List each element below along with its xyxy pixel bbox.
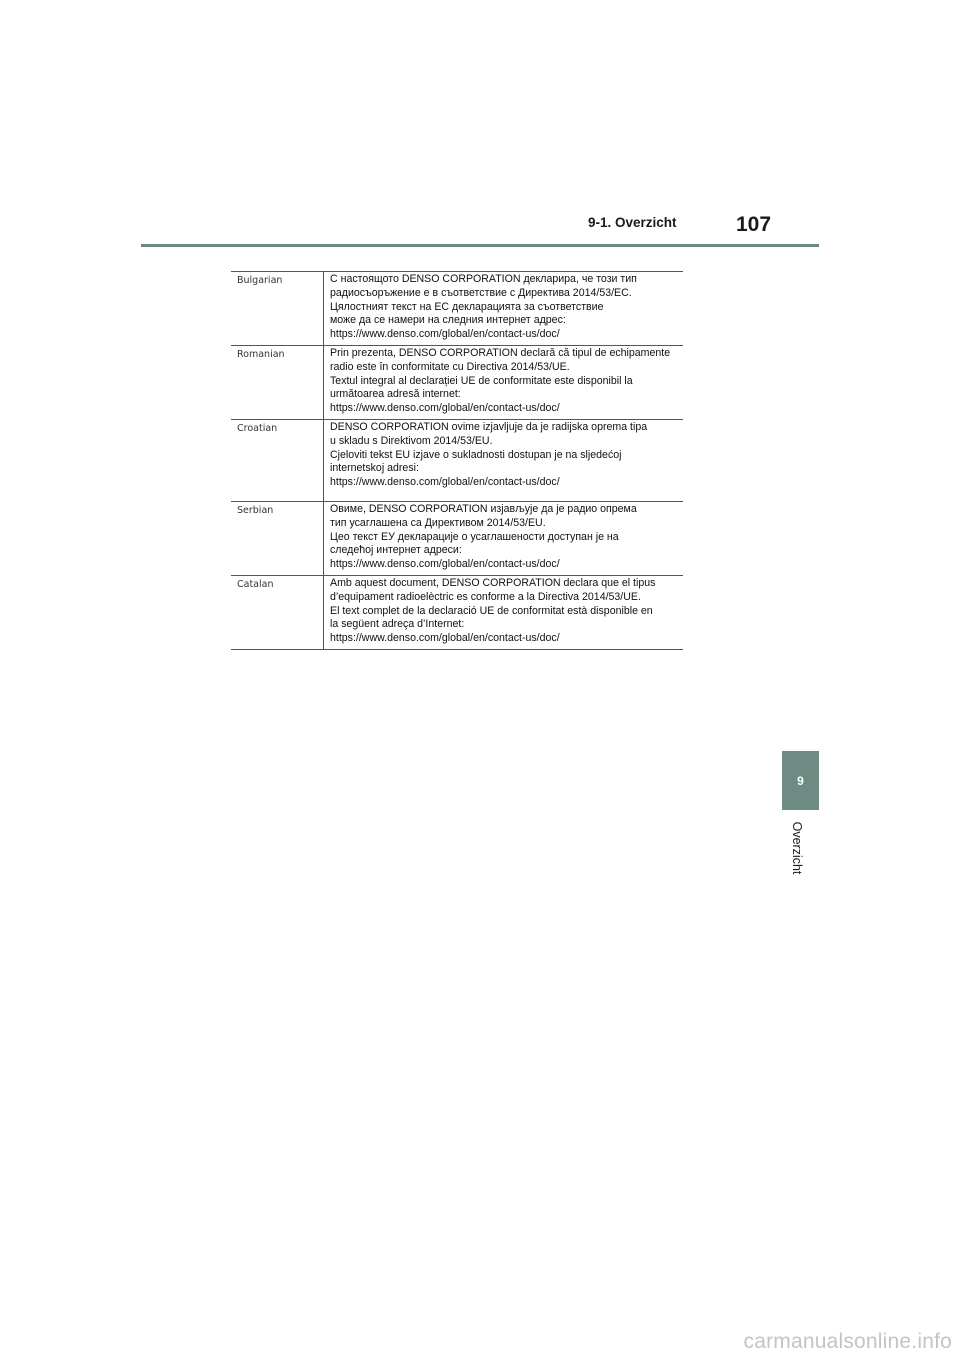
text-line: DENSO CORPORATION ovime izjavljuje da je radijska oprema tipa [330, 420, 648, 433]
language-cell: Romanian [231, 345, 324, 419]
declaration-text [324, 419, 684, 501]
text-line: Овиме, DENSO CORPORATION изјављује да је радио опрема [330, 502, 637, 515]
declaration-text [324, 345, 684, 419]
language-cell: Croatian [231, 419, 324, 501]
language-cell: Catalan [231, 575, 324, 649]
text-line: internetskoj adresi: [330, 462, 419, 475]
text-line: тип усаглашена са Директивом 2014/53/EU. [330, 516, 546, 529]
text-line: Amb aquest document, DENSO CORPORATION declara que el tipus [330, 576, 656, 589]
table-row [231, 345, 683, 419]
declaration-table [231, 271, 683, 650]
declaration-url: https://www.denso.com/global/en/contact-us/doc/ [330, 476, 560, 489]
declaration-text [324, 501, 684, 575]
chapter-label: Overzicht [790, 821, 804, 875]
language-cell: Serbian [231, 501, 324, 575]
language-cell: Bulgarian [231, 272, 324, 346]
text-line: u skladu s Direktivom 2014/53/EU. [330, 434, 493, 447]
declaration-url: https://www.denso.com/global/en/contact-us/doc/ [330, 632, 560, 645]
chapter-number: 9 [797, 773, 804, 788]
declaration-text [324, 575, 684, 649]
page-number: 107 [736, 213, 772, 236]
section-title: 9-1. Overzicht [588, 215, 677, 230]
table-row [231, 501, 683, 575]
text-line: радиосъоръжение е в съответствие с Директива 2014/53/ЕС. [330, 286, 632, 299]
text-line: може да се намери на следния интернет адрес: [330, 314, 566, 327]
text-line: următoarea adresă internet: [330, 388, 461, 401]
declaration-text [324, 272, 684, 346]
text-line: С настоящото DENSO CORPORATION декларира, че този тип [330, 273, 637, 285]
text-line: El text complet de la declaració UE de conformitat està disponible en [330, 604, 653, 617]
declaration-url: https://www.denso.com/global/en/contact-us/doc/ [330, 558, 560, 571]
table-row [231, 272, 683, 346]
table-row [231, 419, 683, 501]
text-line: Textul integral al declarației UE de conformitate este disponibil la [330, 374, 633, 387]
watermark: carmanualsonline.info [743, 1330, 952, 1353]
text-line: radio este în conformitate cu Directiva 2014/53/UE. [330, 360, 570, 373]
declaration-url: https://www.denso.com/global/en/contact-us/doc/ [330, 402, 560, 415]
text-line: d’equipament radioelèctric es conforme a la Directiva 2014/53/UE. [330, 590, 641, 603]
text-line: Prin prezenta, DENSO CORPORATION declară că tipul de echipamente [330, 346, 671, 359]
text-line: Цео текст ЕУ декларације о усаглашености доступан је на [330, 530, 619, 543]
declaration-url: https://www.denso.com/global/en/contact-us/doc/ [330, 328, 560, 341]
text-line: la següent adreça d’Internet: [330, 618, 465, 631]
table-row [231, 575, 683, 649]
text-line: следећој интернет адреси: [330, 544, 462, 557]
text-line: Cjeloviti tekst EU izjave o sukladnosti dostupan je na sljedećoj [330, 448, 622, 461]
header-divider [141, 244, 819, 247]
text-line: Цялостният текст на ЕС декларацията за съответствие [330, 300, 604, 313]
